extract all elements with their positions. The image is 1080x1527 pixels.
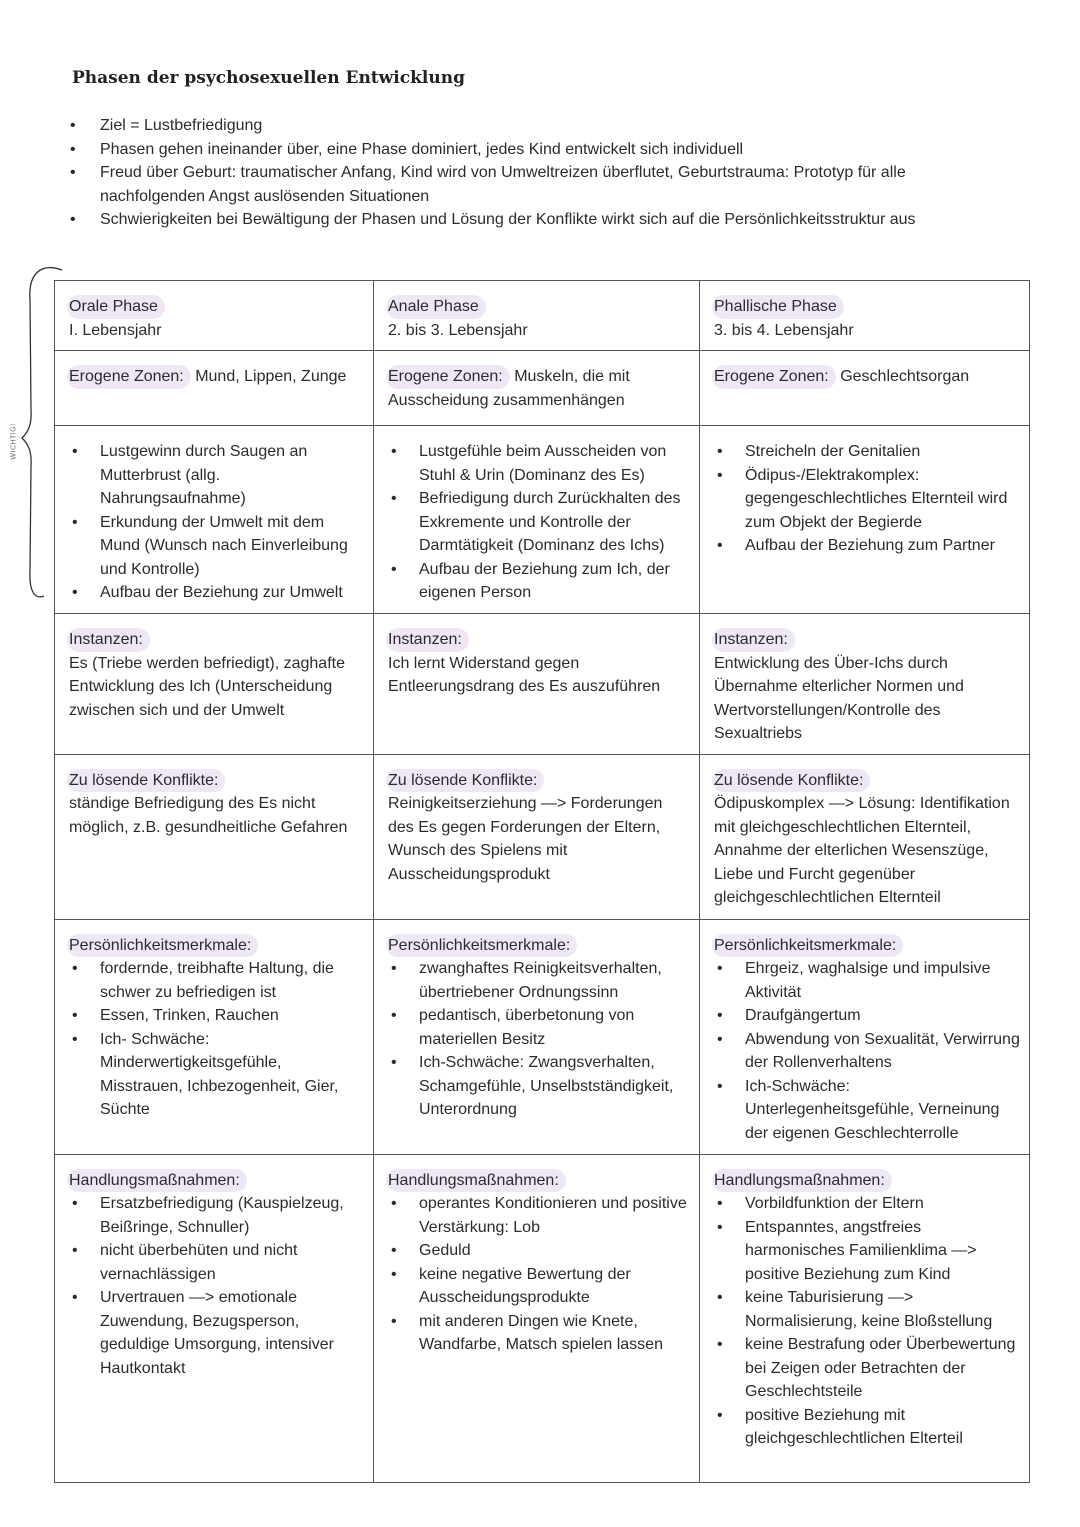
conflicts-label: Zu lösende Konflikte: bbox=[67, 769, 225, 793]
list-item: • keine Taburisierung —> Normalisierung, keine Bloßstellung bbox=[714, 1286, 1021, 1333]
list-item: • operantes Konditionieren und positive Verstärkung: Lob bbox=[388, 1192, 691, 1239]
list-item: • Aufbau der Beziehung zur Umwelt bbox=[69, 581, 365, 605]
instances-text: Es (Triebe werden befriedigt), zaghafte Entwicklung des Ich (Unterscheidung zwischen sich und der Umwelt bbox=[69, 654, 345, 719]
list-item: • Ersatzbefriedigung (Kauspielzeug, Beißringe, Schnuller) bbox=[69, 1192, 365, 1239]
list-item: • Entspanntes, angstfreies harmonisches Familienklima —> positive Beziehung zum Kind bbox=[714, 1216, 1021, 1287]
intro-item: • Phasen gehen ineinander über, eine Phase dominiert, jedes Kind entwickelt sich individuell bbox=[70, 138, 970, 162]
instances-cell bbox=[700, 614, 1030, 755]
list-item: • pedantisch, überbetonung von materiellen Besitz bbox=[388, 1004, 691, 1051]
personality-label: Persönlichkeitsmerkmale: bbox=[712, 934, 903, 958]
list-item: • Draufgängertum bbox=[714, 1004, 1021, 1028]
conflicts-label: Zu lösende Konflikte: bbox=[386, 769, 544, 793]
list-item: • Lustgewinn durch Saugen an Mutterbrust (allg. Nahrungsaufnahme) bbox=[69, 440, 365, 511]
list-item: • fordernde, treibhafte Haltung, die schwer zu befriedigen ist bbox=[69, 957, 365, 1004]
list-item: • mit anderen Dingen wie Knete, Wandfarbe, Matsch spielen lassen bbox=[388, 1310, 691, 1357]
conflicts-cell bbox=[700, 754, 1030, 919]
instances-cell bbox=[374, 614, 700, 755]
zones-label: Erogene Zonen: bbox=[712, 365, 836, 389]
list-item: • positive Beziehung mit gleichgeschlechtlichen Elterteil bbox=[714, 1404, 1021, 1451]
zones-text: Mund, Lippen, Zunge bbox=[195, 368, 347, 385]
conflicts-label: Zu lösende Konflikte: bbox=[712, 769, 870, 793]
measures-label: Handlungsmaßnahmen: bbox=[67, 1169, 247, 1193]
phase-age: 2. bis 3. Lebensjahr bbox=[388, 321, 528, 339]
list-item: • Abwendung von Sexualität, Verwirrung der Rollenverhaltens bbox=[714, 1028, 1021, 1075]
list-item: • keine Bestrafung oder Überbewertung bei Zeigen oder Betrachten der Geschlechtsteile bbox=[714, 1333, 1021, 1404]
list-item: • Lustgefühle beim Ausscheiden von Stuhl & Urin (Dominanz des Es) bbox=[388, 440, 691, 487]
list-item: • Geduld bbox=[388, 1239, 691, 1263]
list-item: • Aufbau der Beziehung zum Ich, der eigenen Person bbox=[388, 558, 691, 605]
personality-label: Persönlichkeitsmerkmale: bbox=[386, 934, 577, 958]
conflicts-cell bbox=[55, 754, 374, 919]
list-item: • Urvertrauen —> emotionale Zuwendung, Bezugsperson, geduldige Umsorgung, intensiver Hautkontakt bbox=[69, 1286, 365, 1380]
traits-cell bbox=[55, 426, 374, 614]
phase-name: Anale Phase bbox=[386, 295, 486, 319]
instances-text: Entwicklung des Über-Ichs durch Übernahme elterlicher Normen und Wertvorstellungen/Kontrolle des Sexualtriebs bbox=[714, 654, 964, 742]
conflicts-text: ständige Befriedigung des Es nicht möglich, z.B. gesundheitliche Gefahren bbox=[69, 795, 348, 836]
list-item: • keine negative Bewertung der Ausscheidungsprodukte bbox=[388, 1263, 691, 1310]
intro-list bbox=[70, 114, 970, 232]
list-item: • Ich- Schwäche: Minderwertigkeitsgefühle, Misstrauen, Ichbezogenheit, Gier, Süchte bbox=[69, 1028, 365, 1122]
phase-name: Orale Phase bbox=[67, 295, 165, 319]
zones-text: Muskeln, die mit Ausscheidung zusammenhängen bbox=[388, 368, 630, 409]
list-item: • Ich-Schwäche: Unterlegenheitsgefühle, Verneinung der eigenen Geschlechterrolle bbox=[714, 1075, 1021, 1146]
list-item: • Aufbau der Beziehung zum Partner bbox=[714, 534, 1021, 558]
traits-cell bbox=[374, 426, 700, 614]
zones-text: Geschlechtsorgan bbox=[840, 368, 970, 385]
zones-label: Erogene Zonen: bbox=[386, 365, 510, 389]
personality-cell bbox=[374, 919, 700, 1154]
list-item: • Erkundung der Umwelt mit dem Mund (Wunsch nach Einverleibung und Kontrolle) bbox=[69, 511, 365, 582]
zones-label: Erogene Zonen: bbox=[67, 365, 191, 389]
measures-cell bbox=[374, 1154, 700, 1483]
phase-name: Phallische Phase bbox=[712, 295, 844, 319]
personality-label: Persönlichkeitsmerkmale: bbox=[67, 934, 258, 958]
list-item: • Streicheln der Genitalien bbox=[714, 440, 1021, 464]
list-item: • Befriedigung durch Zurückhalten des Exkremente und Kontrolle der Darmtätigkeit (Dominanz des Ichs) bbox=[388, 487, 691, 558]
instances-label: Instanzen: bbox=[67, 628, 150, 652]
measures-cell bbox=[700, 1154, 1030, 1483]
instances-label: Instanzen: bbox=[386, 628, 469, 652]
list-item: • Ödipus-/Elektrakomplex: gegengeschlechtliches Elternteil wird zum Objekt der Begierde bbox=[714, 464, 1021, 535]
conflicts-text: Ödipuskomplex —> Lösung: Identifikation mit gleichgeschlechtlichen Elternteil, Annahme der elterlichen Wesenszüge, Liebe und Furcht gegenüber gleichgeschlechtlichen Elternteil bbox=[714, 795, 1010, 906]
personality-cell bbox=[700, 919, 1030, 1154]
list-item: • Ich-Schwäche: Zwangsverhalten, Schamgefühle, Unselbstständigkeit, Unterordnung bbox=[388, 1051, 691, 1122]
phase-age: 3. bis 4. Lebensjahr bbox=[714, 321, 854, 339]
phase-header-anal bbox=[374, 281, 700, 351]
intro-item: • Ziel = Lustbefriedigung bbox=[70, 114, 970, 138]
zones-cell bbox=[374, 351, 700, 426]
list-item: • Essen, Trinken, Rauchen bbox=[69, 1004, 365, 1028]
conflicts-cell bbox=[374, 754, 700, 919]
side-label: WICHTIG! bbox=[10, 423, 18, 460]
zones-cell bbox=[700, 351, 1030, 426]
personality-cell bbox=[55, 919, 374, 1154]
conflicts-text: Reinigkeitserziehung —> Forderungen des Es gegen Forderungen der Eltern, Wunsch des Spielens mit Ausscheidungsprodukt bbox=[388, 795, 663, 883]
intro-item: • Schwierigkeiten bei Bewältigung der Phasen und Lösung der Konflikte wirkt sich auf die Persönlichkeitsstruktur aus bbox=[70, 208, 970, 232]
list-item: • nicht überbehüten und nicht vernachlässigen bbox=[69, 1239, 365, 1286]
measures-cell bbox=[55, 1154, 374, 1483]
measures-label: Handlungsmaßnahmen: bbox=[386, 1169, 566, 1193]
phases-table bbox=[54, 280, 1030, 1483]
instances-label: Instanzen: bbox=[712, 628, 795, 652]
list-item: • zwanghaftes Reinigkeitsverhalten, übertriebener Ordnungssinn bbox=[388, 957, 691, 1004]
list-item: • Ehrgeiz, waghalsige und impulsive Aktivität bbox=[714, 957, 1021, 1004]
phase-age: I. Lebensjahr bbox=[69, 321, 162, 339]
measures-label: Handlungsmaßnahmen: bbox=[712, 1169, 892, 1193]
page-title: Phasen der psychosexuellen Entwicklung bbox=[72, 68, 465, 88]
list-item: • Vorbildfunktion der Eltern bbox=[714, 1192, 1021, 1216]
traits-cell bbox=[700, 426, 1030, 614]
phase-header-oral bbox=[55, 281, 374, 351]
intro-item: • Freud über Geburt: traumatischer Anfang, Kind wird von Umweltreizen überflutet, Geburtstrauma: Prototyp für alle nachfolgenden Angst auslösenden Situationen bbox=[70, 161, 970, 208]
instances-text: Ich lernt Widerstand gegen Entleerungsdrang des Es auszuführen bbox=[388, 654, 661, 695]
phase-header-phallic bbox=[700, 281, 1030, 351]
instances-cell bbox=[55, 614, 374, 755]
zones-cell bbox=[55, 351, 374, 426]
